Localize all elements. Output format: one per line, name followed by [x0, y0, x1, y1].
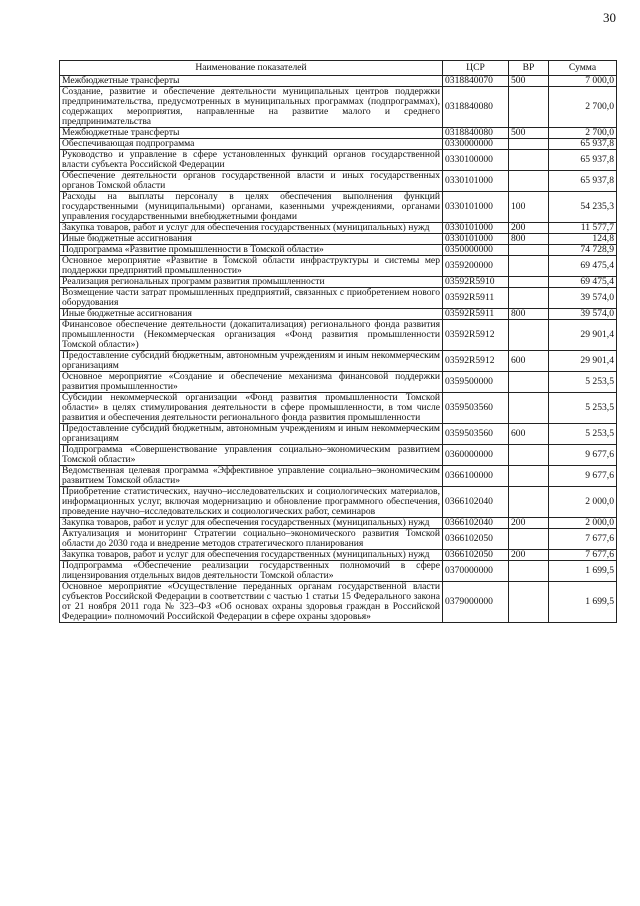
row-name: Иные бюджетные ассигнования — [60, 309, 443, 320]
row-csr: 0330101000 — [443, 223, 509, 234]
row-csr: 03592R5912 — [443, 320, 509, 351]
row-sum: 65 937,8 — [549, 139, 617, 150]
table-row — [60, 87, 617, 128]
table-row — [60, 171, 617, 192]
row-csr: 0330000000 — [443, 139, 509, 150]
row-csr: 0359200000 — [443, 256, 509, 277]
row-csr: 0350000000 — [443, 245, 509, 256]
row-vr — [509, 256, 549, 277]
row-sum: 54 235,3 — [549, 192, 617, 223]
row-name: Актуализация и мониторинг Стратегии социально–экономического развития Томской области до 2030 года и внедрение методов стратегического планирования — [60, 529, 443, 550]
row-sum: 124,8 — [549, 234, 617, 245]
table-row — [60, 245, 617, 256]
row-vr — [509, 245, 549, 256]
row-vr — [509, 288, 549, 309]
row-csr: 0330101000 — [443, 234, 509, 245]
row-sum: 69 475,4 — [549, 256, 617, 277]
table-row — [60, 529, 617, 550]
row-vr: 500 — [509, 128, 549, 139]
row-name: Подпрограмма «Развитие промышленности в Томской области» — [60, 245, 443, 256]
row-vr — [509, 466, 549, 487]
header-name: Наименование показателей — [60, 61, 443, 76]
row-sum: 39 574,0 — [549, 288, 617, 309]
page-number: 30 — [603, 10, 616, 25]
row-csr: 0366102040 — [443, 487, 509, 518]
row-name: Возмещение части затрат промышленных предприятий, связанных с приобретением нового оборудования — [60, 288, 443, 309]
table-row — [60, 234, 617, 245]
row-name: Межбюджетные трансферты — [60, 76, 443, 87]
row-name: Приобретение статистических, научно–исследовательских и социологических материалов, информационных услуг, включая модернизацию и обновление программного обеспечения, проведение научно–исследовательских и социологических работ, семинаров — [60, 487, 443, 518]
row-csr: 03592R5911 — [443, 309, 509, 320]
row-name: Предоставление субсидий бюджетным, автономным учреждениям и иным некоммерческим организациям — [60, 424, 443, 445]
row-sum: 5 253,5 — [549, 424, 617, 445]
row-csr: 0379000000 — [443, 582, 509, 623]
row-vr — [509, 561, 549, 582]
row-vr — [509, 150, 549, 171]
row-csr: 0359500000 — [443, 372, 509, 393]
row-sum: 29 901,4 — [549, 320, 617, 351]
row-sum: 7 000,0 — [549, 76, 617, 87]
table-row — [60, 582, 617, 623]
row-sum: 39 574,0 — [549, 309, 617, 320]
row-vr: 800 — [509, 309, 549, 320]
row-sum: 7 677,6 — [549, 529, 617, 550]
row-name: Подпрограмма «Совершенствование управления социально–экономическим развитием Томской области» — [60, 445, 443, 466]
row-csr: 0366102050 — [443, 529, 509, 550]
table-row — [60, 309, 617, 320]
row-sum: 9 677,6 — [549, 466, 617, 487]
header-csr: ЦСР — [443, 61, 509, 76]
row-name: Межбюджетные трансферты — [60, 128, 443, 139]
row-sum: 2 700,0 — [549, 128, 617, 139]
row-vr: 600 — [509, 424, 549, 445]
table-row — [60, 518, 617, 529]
row-vr — [509, 277, 549, 288]
row-vr — [509, 582, 549, 623]
row-csr: 0318840080 — [443, 87, 509, 128]
row-csr: 0318840070 — [443, 76, 509, 87]
row-name: Реализация региональных программ развития промышленности — [60, 277, 443, 288]
row-vr — [509, 171, 549, 192]
row-name: Основное мероприятие «Осуществление переданных органам государственной власти субъектов Российской Федерации в соответствии с частью 1 статьи 15 Федерального закона от 21 ноября 2011 года № 323–ФЗ «Об основах охраны здоровья граждан в Российской Федерации» полномочий Российской Федерации в сфере охраны здоровья» — [60, 582, 443, 623]
row-sum: 5 253,5 — [549, 372, 617, 393]
row-sum: 2 700,0 — [549, 87, 617, 128]
row-csr: 0330101000 — [443, 192, 509, 223]
row-vr — [509, 139, 549, 150]
row-csr: 03592R5912 — [443, 351, 509, 372]
row-vr: 600 — [509, 351, 549, 372]
row-name: Основное мероприятие «Создание и обеспечение механизма финансовой поддержки развития промышленности» — [60, 372, 443, 393]
row-name: Создание, развитие и обеспечение деятельности муниципальных центров поддержки предпринимательства, предусмотренных в муниципальных программах (подпрограммах), содержащих мероприятия, направленные на развитие малого и среднего предпринимательства — [60, 87, 443, 128]
row-vr: 200 — [509, 518, 549, 529]
row-sum: 65 937,8 — [549, 171, 617, 192]
table-row — [60, 128, 617, 139]
row-vr — [509, 393, 549, 424]
table-row — [60, 76, 617, 87]
table-body — [60, 76, 617, 623]
table-row — [60, 351, 617, 372]
table-row — [60, 320, 617, 351]
row-sum: 9 677,6 — [549, 445, 617, 466]
row-name: Предоставление субсидий бюджетным, автономным учреждениям и иным некоммерческим организациям — [60, 351, 443, 372]
row-sum: 74 728,9 — [549, 245, 617, 256]
header-vr: ВР — [509, 61, 549, 76]
row-csr: 03592R5910 — [443, 277, 509, 288]
row-name: Закупка товаров, работ и услуг для обеспечения государственных (муниципальных) нужд — [60, 518, 443, 529]
table-row — [60, 139, 617, 150]
row-name: Ведомственная целевая программа «Эффективное управление социально–экономическим развитием Томской области» — [60, 466, 443, 487]
table-row — [60, 223, 617, 234]
row-sum: 2 000,0 — [549, 518, 617, 529]
row-name: Финансовое обеспечение деятельности (докапитализация) регионального фонда развития промышленности (Некоммерческая организация «Фонд развития промышленности Томской области») — [60, 320, 443, 351]
row-vr — [509, 87, 549, 128]
table-row — [60, 445, 617, 466]
row-name: Расходы на выплаты персоналу в целях обеспечения выполнения функций государственными (муниципальными) органами, казенными учреждениями, органами управления государственными внебюджетными фондами — [60, 192, 443, 223]
row-vr — [509, 372, 549, 393]
row-name: Иные бюджетные ассигнования — [60, 234, 443, 245]
table-row — [60, 150, 617, 171]
table-row — [60, 466, 617, 487]
table-row — [60, 277, 617, 288]
row-sum: 29 901,4 — [549, 351, 617, 372]
table-row — [60, 487, 617, 518]
table-header-row — [60, 61, 617, 76]
table-row — [60, 288, 617, 309]
row-vr — [509, 320, 549, 351]
row-csr: 0366100000 — [443, 466, 509, 487]
table-row — [60, 550, 617, 561]
row-name: Субсидии некоммерческой организации «Фонд развития промышленности Томской области» в целях стимулирования деятельности в сфере промышленности, в том числе развития и обеспечения деятельности регионального фонда развития промышленности — [60, 393, 443, 424]
row-sum: 1 699,5 — [549, 582, 617, 623]
row-vr: 800 — [509, 234, 549, 245]
row-sum: 5 253,5 — [549, 393, 617, 424]
row-sum: 69 475,4 — [549, 277, 617, 288]
table-row — [60, 424, 617, 445]
table-row — [60, 561, 617, 582]
table-row — [60, 372, 617, 393]
row-vr — [509, 529, 549, 550]
row-vr — [509, 487, 549, 518]
row-csr: 0318840080 — [443, 128, 509, 139]
row-vr: 100 — [509, 192, 549, 223]
row-name: Основное мероприятие «Развитие в Томской области инфраструктуры и системы мер поддержки предприятий промышленности» — [60, 256, 443, 277]
row-csr: 0330101000 — [443, 171, 509, 192]
row-vr: 200 — [509, 223, 549, 234]
row-name: Руководство и управление в сфере установленных функций органов государственной власти субъекта Российской Федерации — [60, 150, 443, 171]
budget-table — [59, 60, 617, 623]
row-csr: 0359503560 — [443, 393, 509, 424]
row-vr: 500 — [509, 76, 549, 87]
row-csr: 0366102050 — [443, 550, 509, 561]
row-csr: 0360000000 — [443, 445, 509, 466]
row-sum: 7 677,6 — [549, 550, 617, 561]
row-name: Обеспечивающая подпрограмма — [60, 139, 443, 150]
table-row — [60, 192, 617, 223]
row-name: Закупка товаров, работ и услуг для обеспечения государственных (муниципальных) нужд — [60, 223, 443, 234]
row-csr: 0330100000 — [443, 150, 509, 171]
row-csr: 0366102040 — [443, 518, 509, 529]
row-csr: 0370000000 — [443, 561, 509, 582]
row-sum: 11 577,7 — [549, 223, 617, 234]
row-name: Закупка товаров, работ и услуг для обеспечения государственных (муниципальных) нужд — [60, 550, 443, 561]
row-name: Подпрограмма «Обеспечение реализации государственных полномочий в сфере лицензирования отдельных видов деятельности Томской области» — [60, 561, 443, 582]
row-sum: 2 000,0 — [549, 487, 617, 518]
table-row — [60, 393, 617, 424]
header-sum: Сумма — [549, 61, 617, 76]
row-csr: 0359503560 — [443, 424, 509, 445]
row-name: Обеспечение деятельности органов государственной власти и иных государственных органов Томской области — [60, 171, 443, 192]
row-vr — [509, 445, 549, 466]
row-sum: 1 699,5 — [549, 561, 617, 582]
row-vr: 200 — [509, 550, 549, 561]
table-row — [60, 256, 617, 277]
row-sum: 65 937,8 — [549, 150, 617, 171]
row-csr: 03592R5911 — [443, 288, 509, 309]
